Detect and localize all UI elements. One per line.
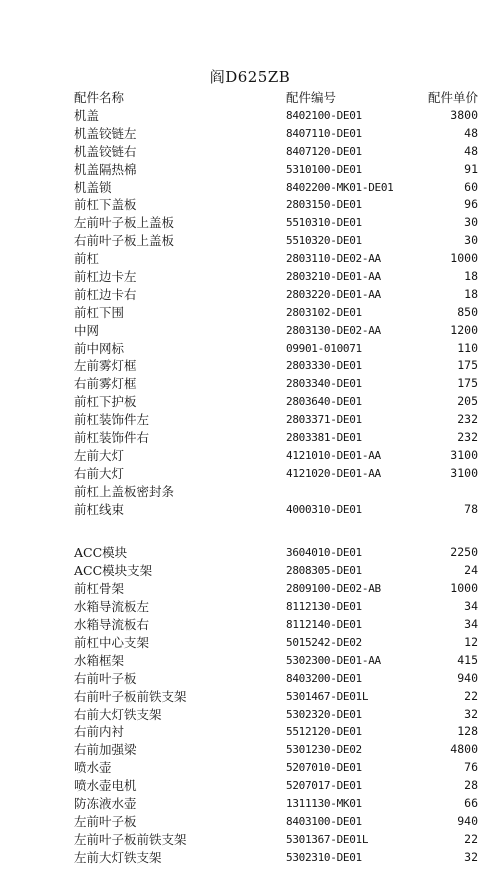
part-number: 2803640-DE01 [286,395,362,409]
part-number: 5510320-DE01 [286,234,362,248]
unit-price: 3100 [450,465,478,480]
part-name: 水箱导流板右 [74,617,150,633]
part-number: 8403200-DE01 [286,671,362,685]
table-row [0,795,500,813]
unit-price: 940 [457,813,478,828]
part-name: 水箱导流板左 [74,599,150,615]
unit-price: 18 [464,286,478,301]
part-name: 右前叶子板上盖板 [74,233,175,249]
part-number: 2809100-DE02-AB [286,582,381,596]
part-number: 4121020-DE01-AA [286,466,381,480]
unit-price: 48 [464,125,478,140]
part-name: 右前大灯铁支架 [74,706,162,722]
table-row [0,322,500,340]
part-name: 前杠装饰件左 [74,412,150,428]
table-row [0,688,500,706]
part-number: 5510310-DE01 [286,216,362,230]
part-name: 机盖锁 [74,179,112,195]
table-row [0,107,500,125]
part-number: 2803150-DE01 [286,198,362,212]
unit-price: 30 [464,215,478,230]
part-name: 右前叶子板前铁支架 [74,688,187,704]
part-name: ACC模块 [74,545,128,561]
table-row [0,813,500,831]
unit-price: 205 [457,394,478,409]
part-name: 右前内衬 [74,724,125,740]
part-number: 4121010-DE01-AA [286,448,381,462]
part-name: 前杠骨架 [74,581,125,597]
table-row [0,232,500,250]
table-row [0,544,500,562]
part-number: 5302300-DE01-AA [286,653,381,667]
unit-price: 2250 [450,545,478,560]
header-part-number: 配件编号 [286,90,337,105]
table-row [0,393,500,411]
unit-price: 28 [464,778,478,793]
unit-price: 30 [464,233,478,248]
header-unit-price: 配件单价 [427,90,478,105]
part-number: 2808305-DE01 [286,564,362,578]
unit-price: 91 [464,161,478,176]
unit-price: 34 [464,617,478,632]
table-row [0,304,500,322]
part-name: 左前叶子板 [74,813,137,829]
unit-price: 175 [457,376,478,391]
part-number: 2803102-DE01 [286,305,362,319]
header-part-name: 配件名称 [74,90,125,105]
table-row [0,483,500,501]
unit-price: 232 [457,430,478,445]
part-number: 5301467-DE01L [286,689,369,703]
table-row [0,652,500,670]
table-row [0,268,500,286]
unit-price: 1000 [450,581,478,596]
part-name: 前中网标 [74,340,125,356]
unit-price: 22 [464,688,478,703]
unit-price: 66 [464,795,478,810]
part-number: 4000310-DE01 [286,502,362,516]
table-row [0,598,500,616]
table-row [0,777,500,795]
unit-price: 4800 [450,742,478,757]
table-row [0,706,500,724]
part-number: 8402200-MK01-DE01 [286,180,394,194]
table-row [0,340,500,358]
part-name: 前杠边卡左 [74,269,137,285]
table-row [0,616,500,634]
unit-price: 34 [464,599,478,614]
part-number: 8407120-DE01 [286,144,362,158]
sheet-title: 阎D625ZB [209,68,291,86]
part-name: 防冻液水壶 [74,795,137,811]
part-number: 3604010-DE01 [286,546,362,560]
parts-table [0,107,500,867]
unit-price: 60 [464,179,478,194]
table-row [0,196,500,214]
table-row [0,214,500,232]
table-row [0,125,500,143]
part-name: 机盖铰链右 [74,143,137,159]
table-row [0,286,500,304]
table-row [0,357,500,375]
part-name: 右前加强梁 [74,742,137,758]
table-header [0,88,500,106]
table-row [0,143,500,161]
table-row [0,831,500,849]
part-number: 09901-010071 [286,341,362,355]
table-row [0,759,500,777]
part-number: 5302320-DE01 [286,707,362,721]
unit-price: 110 [457,340,478,355]
part-name: 前杠线束 [74,501,125,517]
part-number: 5512120-DE01 [286,725,362,739]
unit-price: 32 [464,849,478,864]
table-row [0,447,500,465]
part-number: 2803371-DE01 [286,413,362,427]
part-number: 2803330-DE01 [286,359,362,373]
unit-price: 24 [464,563,478,578]
part-number: 2803210-DE01-AA [286,270,381,284]
part-name: 机盖铰链左 [74,125,137,141]
table-row [0,429,500,447]
table-row [0,375,500,393]
part-number: 8407110-DE01 [286,126,362,140]
table-row [0,501,500,519]
part-number: 5207010-DE01 [286,761,362,775]
unit-price: 415 [457,652,478,667]
part-number: 1311130-MK01 [286,796,362,810]
part-name: 右前大灯 [74,465,125,481]
part-name: 前杠下盖板 [74,197,137,213]
table-row [0,634,500,652]
part-name: 左前叶子板上盖板 [74,215,175,231]
part-name: ACC模块支架 [74,563,153,579]
part-number: 2803381-DE01 [286,431,362,445]
unit-price: 48 [464,143,478,158]
part-number: 2803130-DE02-AA [286,323,381,337]
unit-price: 96 [464,197,478,212]
part-name: 中网 [74,322,100,338]
part-number: 5301230-DE02 [286,743,362,757]
part-name: 前杠中心支架 [74,634,150,650]
part-name: 喷水壶电机 [74,778,137,794]
table-row [0,161,500,179]
table-row [0,562,500,580]
unit-price: 175 [457,358,478,373]
unit-price: 22 [464,831,478,846]
part-name: 机盖 [74,108,100,123]
part-number: 5302310-DE01 [286,850,362,864]
unit-price: 940 [457,670,478,685]
part-name: 左前大灯铁支架 [74,849,162,865]
section-gap [0,518,500,544]
unit-price: 32 [464,706,478,721]
unit-price: 3100 [450,447,478,462]
part-name: 右前叶子板 [74,670,137,686]
unit-price: 76 [464,760,478,775]
unit-price: 232 [457,412,478,427]
part-name: 前杠上盖板密封条 [74,483,175,499]
table-row [0,465,500,483]
part-name: 前杠下围 [74,304,125,320]
table-row [0,849,500,867]
part-number: 2803220-DE01-AA [286,287,381,301]
unit-price: 18 [464,269,478,284]
part-name: 喷水壶 [74,760,112,776]
part-name: 水箱框架 [74,652,125,668]
unit-price: 1000 [450,251,478,266]
part-number: 8402100-DE01 [286,109,362,122]
unit-price: 3800 [450,108,478,122]
part-name: 前杠 [74,251,100,267]
table-row [0,741,500,759]
table-row [0,670,500,688]
part-number: 5310100-DE01 [286,162,362,176]
part-number: 2803340-DE01 [286,377,362,391]
part-number: 8112140-DE01 [286,618,362,632]
part-name: 前杠下护板 [74,394,137,410]
part-number: 5301367-DE01L [286,832,369,846]
part-number: 5015242-DE02 [286,635,362,649]
unit-price: 850 [457,304,478,319]
part-name: 左前大灯 [74,447,125,463]
part-number: 8403100-DE01 [286,814,362,828]
part-number: 5207017-DE01 [286,779,362,793]
table-row [0,723,500,741]
part-name: 机盖隔热棉 [74,161,137,177]
unit-price: 1200 [450,322,478,337]
unit-price: 78 [464,501,478,516]
part-name: 前杠装饰件右 [74,430,150,446]
unit-price: 128 [457,724,478,739]
part-number: 2803110-DE02-AA [286,252,381,266]
table-row [0,179,500,197]
part-name: 左前雾灯框 [74,358,137,374]
unit-price: 12 [464,634,478,649]
part-number: 8112130-DE01 [286,600,362,614]
table-row [0,250,500,268]
table-row [0,580,500,598]
table-row [0,411,500,429]
part-name: 右前雾灯框 [74,376,137,392]
part-name: 前杠边卡右 [74,286,137,302]
part-name: 左前叶子板前铁支架 [74,831,187,847]
